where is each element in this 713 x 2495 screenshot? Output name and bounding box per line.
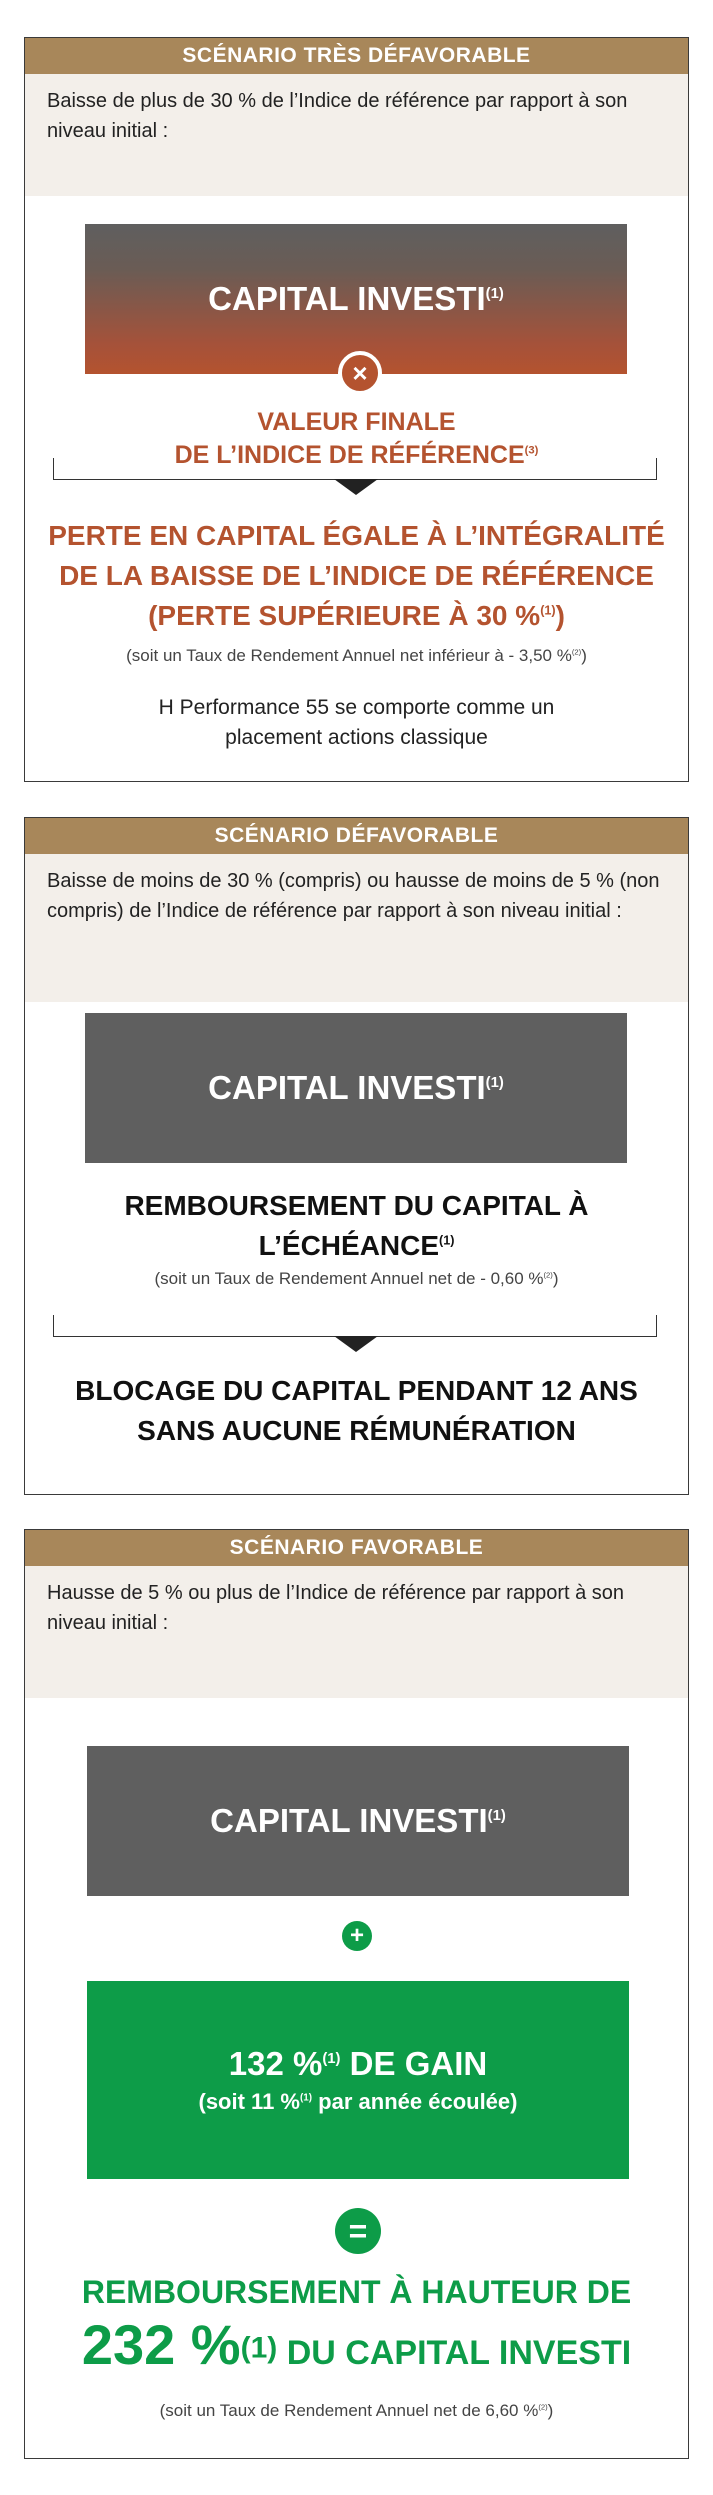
comment-text: H Performance 55 se comporte comme un placement actions classique — [158, 696, 555, 749]
gain-box — [87, 1981, 629, 2179]
bracket-divider — [53, 1315, 657, 1337]
scenario-tres-defavorable-card — [24, 37, 689, 782]
scenario-header: SCÉNARIO DÉFAVORABLE — [25, 818, 688, 854]
capital-investi-label: CAPITAL INVESTI$^{(1)}$ — [210, 1802, 506, 1839]
capital-investi-label: CAPITAL INVESTI$^{(1)}$ — [208, 280, 504, 317]
capital-investi-label: CAPITAL INVESTI$^{(1)}$ — [208, 1069, 504, 1106]
scenario-favorable-card — [24, 1529, 689, 2459]
bracket-divider — [53, 458, 657, 480]
capital-investi-box — [85, 1013, 627, 1163]
plus-icon: + — [342, 1921, 372, 1951]
down-arrow-icon — [334, 479, 378, 495]
gain-annual-note: (soit 11 %$^{(1)}$ par année écoulée) — [198, 2089, 518, 2114]
final-value-label: VALEUR FINALE DE L’INDICE DE RÉFÉRENCE$^{(3)}$ — [174, 408, 539, 469]
capital-block-text: BLOCAGE DU CAPITAL PENDANT 12 ANS SANS AUCUNE RÉMUNÉRATION — [75, 1375, 638, 1446]
multiply-icon: × — [338, 351, 382, 395]
scenario-description: Hausse de 5 % ou plus de l’Indice de référence par rapport à son niveau initial : — [25, 1566, 688, 1698]
capital-investi-box — [87, 1746, 629, 1896]
equals-icon: = — [335, 2208, 381, 2254]
scenario-description: Baisse de moins de 30 % (compris) ou hausse de moins de 5 % (non compris) de l’Indice de référence par rapport à son niveau initial : — [25, 854, 688, 1002]
rate-note: (soit un Taux de Rendement Annuel net inférieur à - 3,50 %$^{(2)}$) — [126, 646, 587, 665]
scenario-header: SCÉNARIO FAVORABLE — [25, 1530, 688, 1566]
repayment-result-text: REMBOURSEMENT À HAUTEUR DE 232 %$^{(1)}$ DU CAPITAL INVESTI — [81, 2274, 632, 2376]
rate-note: (soit un Taux de Rendement Annuel net de 6,60 %$^{(2)}$) — [159, 2401, 554, 2420]
gain-value: 132 %$^{(1)}$ DE GAIN — [228, 2045, 488, 2082]
scenario-defavorable-card — [24, 817, 689, 1495]
capital-repayment-text: REMBOURSEMENT DU CAPITAL À L’ÉCHÉANCE$^{(1)}$ — [124, 1190, 589, 1261]
loss-result-text: PERTE EN CAPITAL ÉGALE À L’INTÉGRALITÉ DE LA BAISSE DE L’INDICE DE RÉFÉRENCE (PERTE SUPÉRIEURE À 30 %$^{(1)}$) — [48, 520, 665, 631]
scenario-header: SCÉNARIO TRÈS DÉFAVORABLE — [25, 38, 688, 74]
rate-note: (soit un Taux de Rendement Annuel net de - 0,60 %$^{(2)}$) — [154, 1269, 559, 1288]
scenario-description: Baisse de plus de 30 % de l’Indice de référence par rapport à son niveau initial : — [25, 74, 688, 196]
down-arrow-icon — [334, 1336, 378, 1352]
